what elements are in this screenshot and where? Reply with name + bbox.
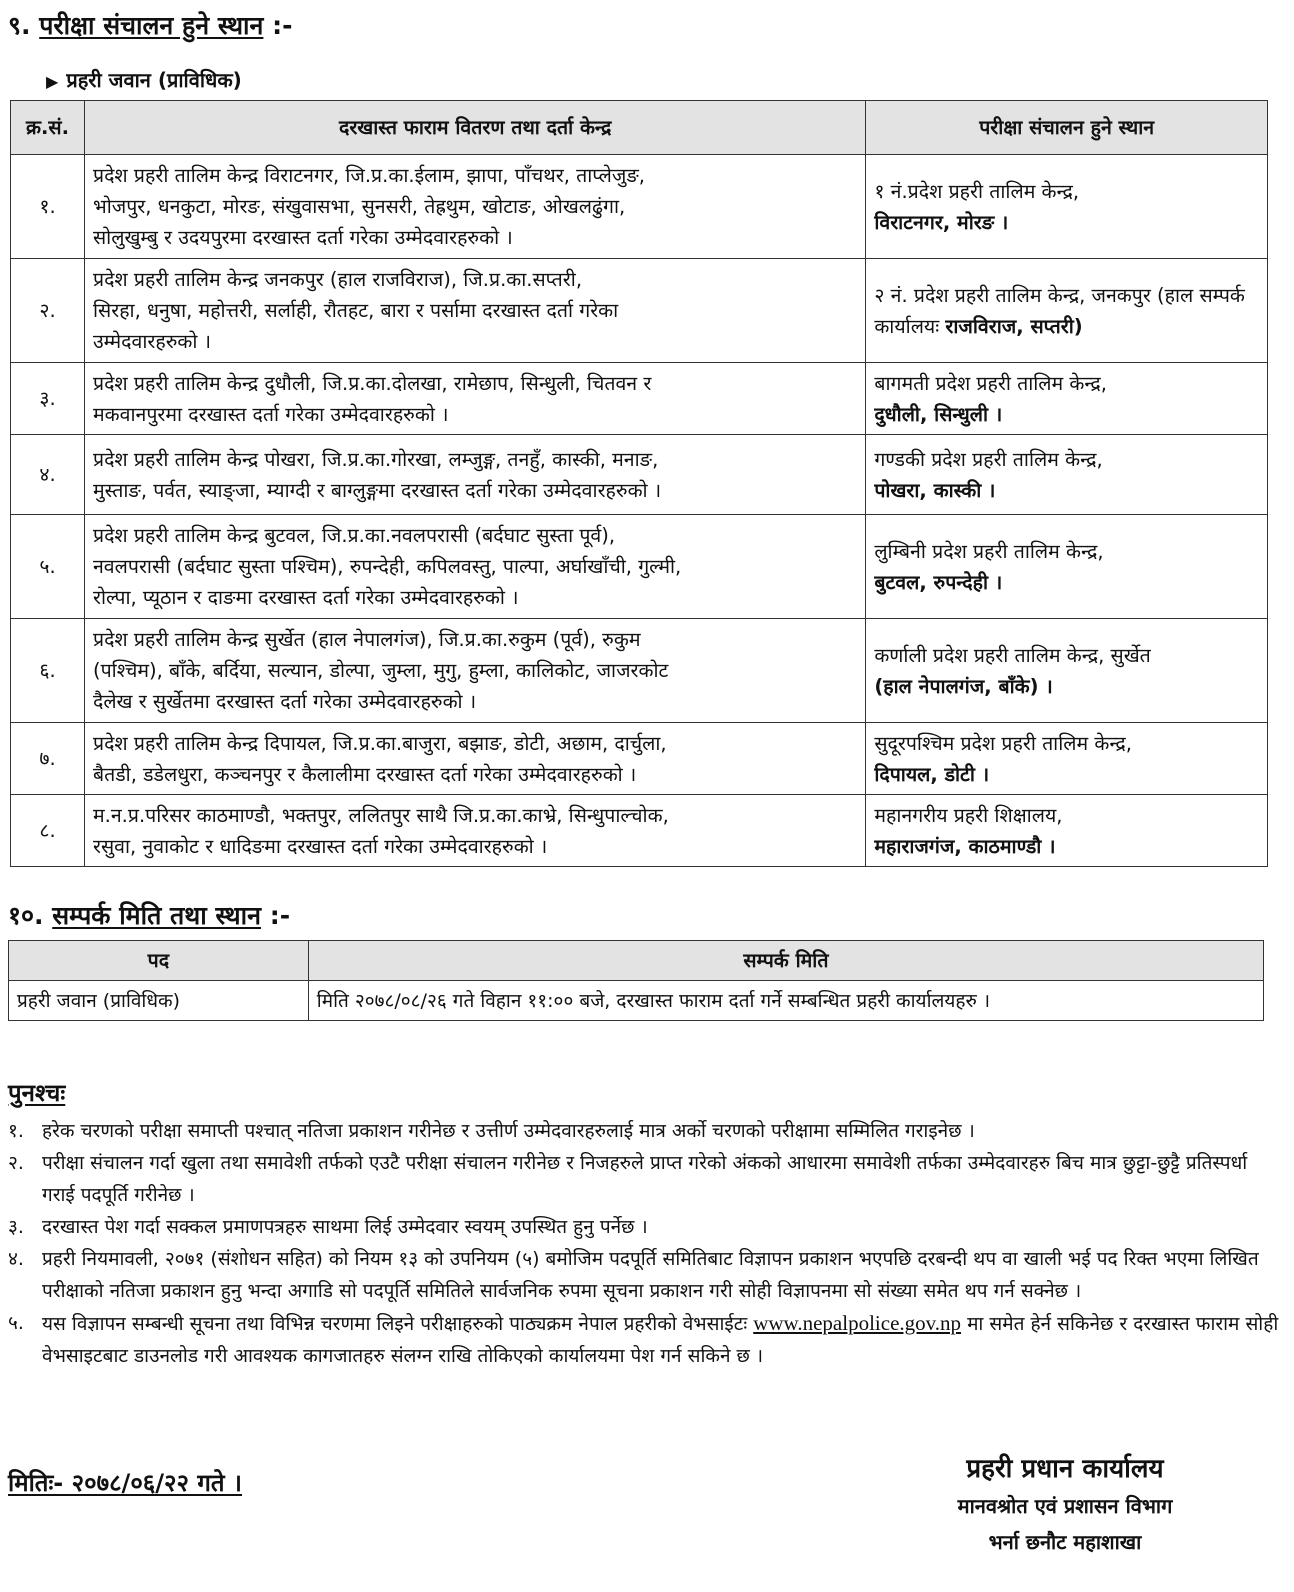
exam-place-cell — [866, 155, 1268, 259]
row-serial: २. — [11, 259, 85, 363]
row-serial: ७. — [11, 723, 85, 795]
centre-line: मुस्ताङ, पर्वत, स्याङ्जा, म्याग्दी र बाग्लुङ्गमा दरखास्त दर्ता गरेका उम्मेदवारहरुको । — [92, 478, 662, 502]
centre-line: म.न.प्र.परिसर काठमाण्डौ, भक्तपुर, ललितपुर साथै जि.प्र.का.काभ्रे, सिन्धुपाल्चोक, — [92, 803, 669, 827]
exam-place-cell — [866, 619, 1268, 723]
exam-place-cell — [866, 363, 1268, 435]
note-item — [8, 1243, 1280, 1307]
post-label: प्रहरी जवान (प्राविधिक) — [66, 68, 242, 92]
exam-place-cell — [866, 795, 1268, 867]
header-exam-place: परीक्षा संचालन हुने स्थान — [866, 101, 1268, 155]
exam-place-text: २ नं. प्रदेश प्रहरी तालिम केन्द्र, जनकपुर (हाल सम्पर्क कार्यालयः — [874, 283, 1245, 338]
centre-line: प्रदेश प्रहरी तालिम केन्द्र दिपायल, जि.प्र.का.बाजुरा, बझाङ, डोटी, अछाम, दार्चुला, — [92, 731, 667, 755]
exam-place-text: कर्णाली प्रदेश प्रहरी तालिम केन्द्र, सुर्खेत — [874, 643, 1151, 667]
row-serial: ३. — [11, 363, 85, 435]
note-number: ३. — [8, 1216, 24, 1238]
exam-centre-table — [10, 100, 1268, 867]
table-row — [9, 981, 1264, 1021]
centre-line: प्रदेश प्रहरी तालिम केन्द्र पोखरा, जि.प्र.का.गोरखा, लम्जुङ्ग, तनहुँ, कास्की, मनाङ, — [92, 447, 659, 471]
exam-place-city: दिपायल, डोटी । — [874, 762, 990, 786]
notes-title: पुनश्चः — [8, 1079, 66, 1107]
note-text: यस विज्ञापन सम्बन्धी सूचना तथा विभिन्न चरणमा लिइने परीक्षाहरुको पाठ्यक्रम नेपाल प्रहरीको वेभसाईटः — [42, 1313, 754, 1335]
centre-line: प्रदेश प्रहरी तालिम केन्द्र जनकपुर (हाल राजविराज), जि.प्र.का.सप्तरी, — [92, 268, 583, 291]
row-serial: ४. — [11, 435, 85, 515]
exam-place-city: राजविराज, सप्तरी) — [945, 314, 1083, 338]
table-row — [11, 259, 1268, 363]
distribution-centre-cell — [84, 723, 865, 795]
note-number: ५. — [8, 1312, 24, 1334]
exam-place-text: महानगरीय प्रहरी शिक्षालय, — [874, 803, 1063, 827]
note-item — [8, 1115, 1280, 1147]
contact-table — [8, 940, 1264, 1021]
centre-line: सोलुखुम्बु र उदयपुरमा दरखास्त दर्ता गरेका उम्मेदवारहरुको । — [92, 226, 513, 249]
row-serial: ५. — [11, 515, 85, 619]
triangle-bullet-icon: ▶ — [46, 72, 59, 91]
exam-place-city: (हाल नेपालगंज, बाँके) । — [874, 674, 1053, 698]
centre-line: दैलेख र सुर्खेतमा दरखास्त दर्ता गरेका उम्मेदवारहरुको । — [92, 690, 477, 713]
distribution-centre-cell — [84, 259, 865, 363]
header-distribution-centre: दरखास्त फाराम वितरण तथा दर्ता केन्द्र — [84, 101, 865, 155]
exam-place-text: बागमती प्रदेश प्रहरी तालिम केन्द्र, — [874, 371, 1107, 395]
header-serial: क्र.सं. — [11, 101, 85, 155]
exam-place-text: १ नं.प्रदेश प्रहरी तालिम केन्द्र, — [874, 179, 1080, 203]
table-header-row — [9, 941, 1264, 981]
signature-block — [880, 1450, 1250, 1560]
post-label-line — [46, 66, 242, 93]
section-10-number: १०. — [8, 901, 44, 930]
section-9-title: परीक्षा संचालन हुने स्थान — [39, 11, 264, 40]
centre-line: उम्मेदवारहरुको । — [92, 330, 212, 353]
exam-place-city: बुटवल, रुपन्देही । — [874, 570, 1003, 594]
distribution-centre-cell — [84, 363, 865, 435]
note-text: हरेक चरणको परीक्षा समाप्ती पश्चात् नतिजा प्रकाशन गरीनेछ र उत्तीर्ण उम्मेदवारहरुलाई मात्र अर्को चरणको परीक्षामा सम्मिलित गराइनेछ । — [42, 1120, 975, 1142]
exam-place-cell — [866, 435, 1268, 515]
centre-line: सिरहा, धनुषा, महोत्तरी, सर्लाही, रौतहट, बारा र पर्सामा दरखास्त दर्ता गरेका — [92, 299, 619, 322]
centre-line: रोल्पा, प्यूठान र दाङमा दरखास्त दर्ता गरेका उम्मेदवारहरुको । — [92, 586, 519, 609]
section-9-number: ९. — [8, 11, 31, 40]
header-post: पद — [9, 941, 309, 981]
table-row — [11, 795, 1268, 867]
row-serial: १. — [11, 155, 85, 259]
section-10-heading — [8, 898, 290, 932]
centre-line: रसुवा, नुवाकोट र धादिङमा दरखास्त दर्ता गरेका उम्मेदवारहरुको । — [92, 834, 548, 858]
section-10-suffix: :- — [269, 901, 291, 930]
centre-line: भोजपुर, धनकुटा, मोरङ, संखुवासभा, सुनसरी, तेह्रथुम, खोटाङ, ओखलढुंगा, — [92, 195, 626, 218]
exam-place-city: विराटनगर, मोरङ । — [874, 210, 1009, 234]
centre-line: प्रदेश प्रहरी तालिम केन्द्र बुटवल, जि.प्र.का.नवलपरासी (बर्दघाट सुस्ता पूर्व), — [92, 524, 616, 547]
note-text: दरखास्त पेश गर्दा सक्कल प्रमाणपत्रहरु साथमा लिई उम्मेदवार स्वयम् उपस्थित हुनु पर्नेछ । — [42, 1216, 648, 1238]
branch-name: भर्ना छनौट महाशाखा — [988, 1530, 1142, 1554]
table-row — [11, 155, 1268, 259]
exam-place-city: पोखरा, कास्की । — [874, 478, 996, 502]
table-row — [11, 619, 1268, 723]
distribution-centre-cell — [84, 515, 865, 619]
table-row — [11, 435, 1268, 515]
exam-place-text: लुम्बिनी प्रदेश प्रहरी तालिम केन्द्र, — [874, 539, 1104, 563]
table-row — [11, 515, 1268, 619]
notes-section — [8, 1076, 1280, 1372]
centre-line: प्रदेश प्रहरी तालिम केन्द्र दुधौली, जि.प्र.का.दोलखा, रामेछाप, सिन्धुली, चितवन र — [92, 371, 652, 395]
row-serial: ८. — [11, 795, 85, 867]
exam-place-cell — [866, 723, 1268, 795]
centre-line: बैतडी, डडेलधुरा, कञ्चनपुर र कैलालीमा दरखास्त दर्ता गरेका उम्मेदवारहरुको । — [92, 762, 637, 786]
office-name: प्रहरी प्रधान कार्यालय — [966, 1454, 1164, 1484]
section-9-suffix: :- — [272, 11, 293, 40]
exam-place-text: गण्डकी प्रदेश प्रहरी तालिम केन्द्र, — [874, 447, 1103, 471]
note-item — [8, 1147, 1280, 1211]
note-text: मा समेत हेर्न सकिनेछ र दरखास्त फाराम सोही वेभसाइटबाट डाउनलोड गरी आवश्यक कागजातहरु संलग्न राखि तोकिएको कार्यालयमा पेश गर्न सकिने छ । — [42, 1313, 1279, 1367]
table-row — [11, 363, 1268, 435]
distribution-centre-cell — [84, 795, 865, 867]
section-9-heading — [8, 8, 293, 42]
header-contact-date: सम्पर्क मिति — [308, 941, 1263, 981]
contact-date: मिति २०७८/०८/२६ गते विहान ११:०० बजे, दरखास्त फाराम दर्ता गर्ने सम्बन्धित प्रहरी कार्यालयहरु । — [308, 981, 1263, 1021]
row-serial: ६. — [11, 619, 85, 723]
exam-place-text: सुदूरपश्चिम प्रदेश प्रहरी तालिम केन्द्र, — [874, 731, 1132, 755]
note-item — [8, 1211, 1280, 1243]
table-header-row — [11, 101, 1268, 155]
website-link[interactable]: www.nepalpolice.gov.np — [753, 1311, 962, 1335]
note-number: १. — [8, 1120, 24, 1142]
section-10-title: सम्पर्क मिति तथा स्थान — [52, 901, 262, 930]
centre-line: प्रदेश प्रहरी तालिम केन्द्र विराटनगर, जि.प्र.का.ईलाम, झापा, पाँचथर, ताप्लेजुङ, — [92, 164, 645, 187]
exam-place-cell — [866, 515, 1268, 619]
exam-place-city: महाराजगंज, काठमाण्डौ । — [874, 834, 1056, 858]
centre-line: (पश्चिम), बाँके, बर्दिया, सल्यान, डोल्पा, जुम्ला, मुगु, हुम्ला, कालिकोट, जाजरकोट — [92, 659, 669, 682]
distribution-centre-cell — [84, 619, 865, 723]
distribution-centre-cell — [84, 155, 865, 259]
centre-line: मकवानपुरमा दरखास्त दर्ता गरेका उम्मेदवारहरुको । — [92, 402, 449, 426]
table-row — [11, 723, 1268, 795]
department-name: मानवश्रोत एवं प्रशासन विभाग — [957, 1494, 1173, 1518]
centre-line: नवलपरासी (बर्दघाट सुस्ता पश्चिम), रुपन्देही, कपिलवस्तु, पाल्पा, अर्घाखाँची, गुल्मी, — [92, 555, 682, 578]
issue-date: मितिः- २०७८/०६/२२ गते । — [8, 1469, 242, 1497]
note-item — [8, 1307, 1280, 1372]
distribution-centre-cell — [84, 435, 865, 515]
contact-post: प्रहरी जवान (प्राविधिक) — [9, 981, 309, 1021]
note-number: २. — [8, 1152, 24, 1174]
note-text: परीक्षा संचालन गर्दा खुला तथा समावेशी तर्फको एउटै परीक्षा संचालन गरीनेछ र निजहरुले प्राप्त गरेको अंकको आधारमा समावेशी तर्फका उम्मेदवारहरु बिच मात्र छुट्टा-छुट्टै प्रतिस्पर्धा गराई पदपूर्ति गरीनेछ । — [42, 1152, 1248, 1206]
exam-place-cell — [866, 259, 1268, 363]
note-text: प्रहरी नियमावली, २०७१ (संशोधन सहित) को नियम १३ को उपनियम (५) बमोजिम पदपूर्ति समितिबाट विज्ञापन प्रकाशन भएपछि दरबन्दी थप वा खाली भई पद रिक्त भएमा लिखित परीक्षाको नतिजा प्रकाशन हुनु भन्दा अगाडि सो पदपूर्ति समितिले सार्वजनिक रुपमा सूचना प्रकाशन गरी सोही विज्ञापनमा सो संख्या समेत थप गर्न सक्नेछ । — [42, 1248, 1259, 1302]
exam-place-city: दुधौली, सिन्धुली । — [874, 402, 1003, 426]
centre-line: प्रदेश प्रहरी तालिम केन्द्र सुर्खेत (हाल नेपालगंज), जि.प्र.का.रुकुम (पूर्व), रुकुम — [92, 628, 641, 651]
note-number: ४. — [8, 1248, 24, 1270]
